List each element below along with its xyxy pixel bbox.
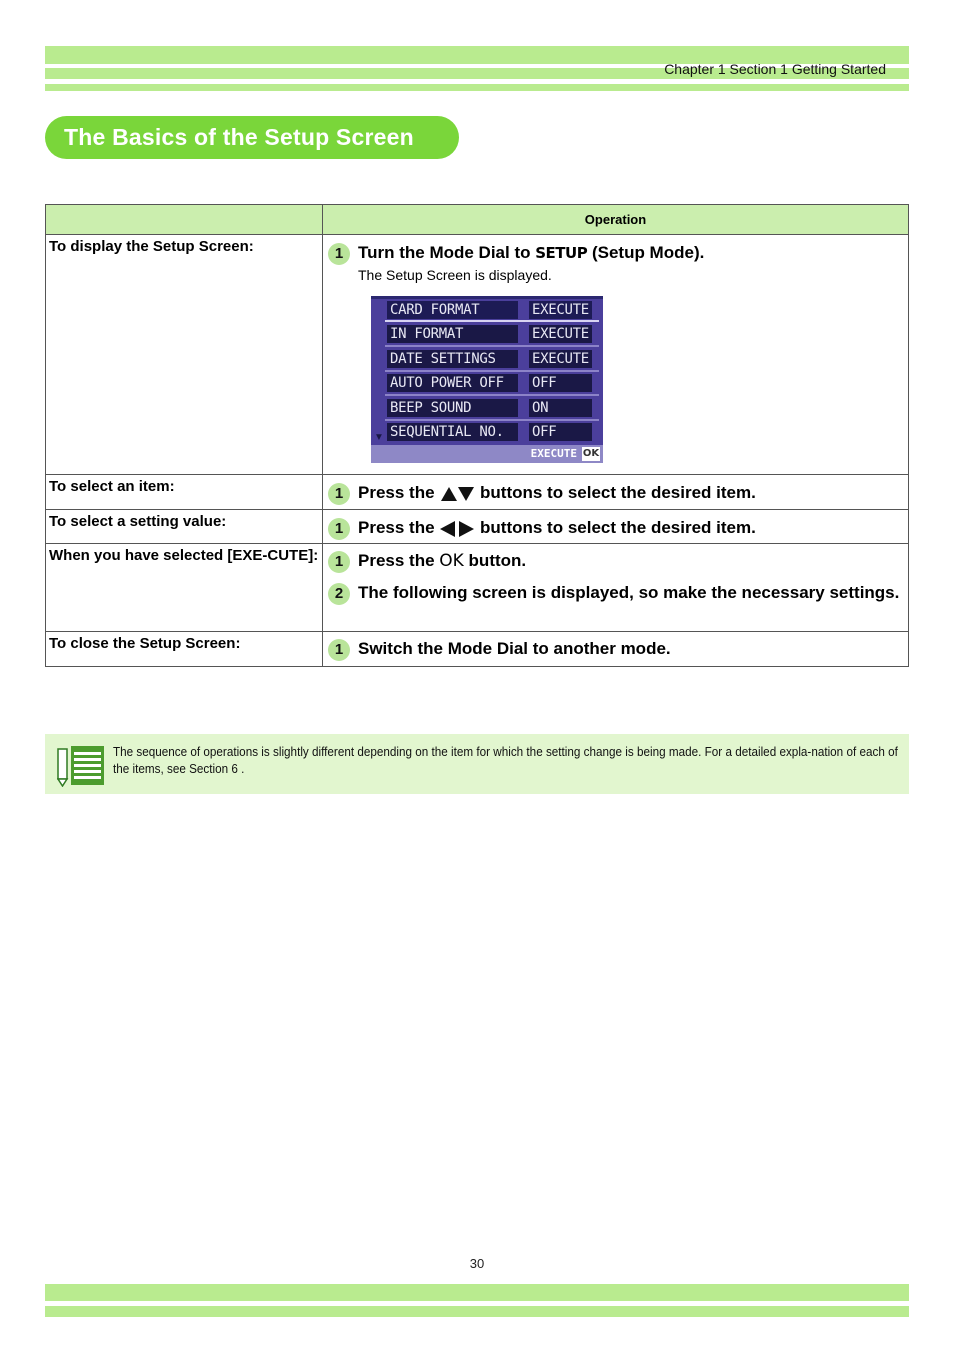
lcd-divider <box>385 394 599 396</box>
note-box <box>45 734 909 794</box>
lcd-divider <box>385 419 599 421</box>
step <box>323 517 908 539</box>
step-text-after: (Setup Mode). <box>591 243 705 262</box>
lcd-divider <box>385 320 599 322</box>
lcd-item-value: OFF <box>529 374 592 392</box>
row-operation <box>323 510 909 544</box>
step-number-badge: 1 <box>328 518 350 540</box>
step-text: The following screen is displayed, so make the necessary settings. <box>358 583 900 602</box>
lcd-item-label: DATE SETTINGS <box>387 350 518 368</box>
step-text: Turn the Mode Dial to <box>358 243 531 262</box>
lcd-item-label: SEQUENTIAL NO. <box>387 423 518 441</box>
step-text-after: button. <box>468 551 527 570</box>
step-text-after: buttons to select the desired item. <box>480 518 756 537</box>
lcd-menu-row <box>385 350 599 370</box>
step-subtext: The Setup Screen is displayed. <box>358 267 552 283</box>
lcd-footer <box>371 445 603 463</box>
setup-mode-icon: SETUP <box>535 244 588 262</box>
lcd-ok-icon: OK <box>582 448 600 459</box>
table-header-row <box>46 205 909 235</box>
lcd-item-label: IN FORMAT <box>387 325 518 343</box>
lcd-item-label: CARD FORMAT <box>387 301 518 319</box>
footer-band-top <box>45 1284 909 1301</box>
operations-table <box>45 204 909 667</box>
row-operation <box>323 235 909 475</box>
left-right-arrows-icon <box>439 521 475 537</box>
table-row <box>46 632 909 667</box>
chapter-breadcrumb: Chapter 1 Section 1 Getting Started <box>664 61 886 77</box>
step-number-badge: 1 <box>328 243 350 265</box>
table-row <box>46 544 909 632</box>
up-down-arrows-icon <box>439 486 475 502</box>
lcd-divider <box>385 370 599 372</box>
memo-note-icon <box>57 745 107 787</box>
step-text: Press the <box>358 518 435 537</box>
table-row <box>46 235 909 475</box>
row-operation <box>323 475 909 510</box>
lcd-menu-row <box>385 374 599 394</box>
header-band-bottom <box>45 84 909 91</box>
row-label: To select a setting value: <box>46 510 323 544</box>
lcd-item-value: EXECUTE <box>529 325 592 343</box>
step-number-badge: 1 <box>328 551 350 573</box>
row-label <box>46 544 323 632</box>
lcd-menu-row <box>385 301 599 321</box>
step-text: Press the <box>358 551 435 570</box>
step-text: Press the <box>358 483 435 502</box>
lcd-menu-row <box>385 325 599 345</box>
lcd-item-value: ON <box>529 399 592 417</box>
section-title-banner <box>45 116 459 159</box>
step-number-badge: 2 <box>328 583 350 605</box>
setup-screen-image <box>371 296 603 463</box>
lcd-item-value: EXECUTE <box>529 350 592 368</box>
lcd-footer-label: EXECUTE <box>530 447 577 460</box>
step-number-badge: 1 <box>328 639 350 661</box>
lcd-top-border <box>371 296 603 299</box>
lcd-item-value: EXECUTE <box>529 301 592 319</box>
page-number: 30 <box>469 1256 485 1271</box>
row-operation <box>323 632 909 667</box>
lcd-item-value: OFF <box>529 423 592 441</box>
step-text-after: buttons to select the desired item. <box>480 483 756 502</box>
row-label: To close the Setup Screen: <box>46 632 323 667</box>
step <box>323 638 908 660</box>
step <box>323 482 908 504</box>
table-row <box>46 475 909 510</box>
row-label-text: When you have selected [EXE-CUTE]: <box>49 547 319 564</box>
row-label: To select an item: <box>46 475 323 510</box>
step <box>323 242 908 264</box>
lcd-item-label: AUTO POWER OFF <box>387 374 518 392</box>
row-operation <box>323 544 909 632</box>
table-row <box>46 510 909 544</box>
lcd-divider <box>385 345 599 347</box>
step-number-badge: 1 <box>328 483 350 505</box>
table-header-operation: Operation <box>323 205 909 235</box>
lcd-item-label: BEEP SOUND <box>387 399 518 417</box>
step <box>323 582 908 604</box>
step <box>323 550 908 572</box>
page-title: The Basics of the Setup Screen <box>64 124 414 150</box>
lcd-menu-row <box>385 423 599 443</box>
lcd-scroll-down-icon: ▼ <box>374 432 384 443</box>
table-header-blank <box>46 205 323 235</box>
footer-band-bottom <box>45 1306 909 1317</box>
step-text: Switch the Mode Dial to another mode. <box>358 639 671 658</box>
lcd-menu-row <box>385 399 599 419</box>
note-text: The sequence of operations is slightly different depending on the item for which the setting change is being made. For a detailed expla-nation of each of the items, see Section 6 . <box>113 744 898 776</box>
row-label: To display the Setup Screen: <box>46 235 323 475</box>
ok-button-icon: OK <box>439 551 464 571</box>
